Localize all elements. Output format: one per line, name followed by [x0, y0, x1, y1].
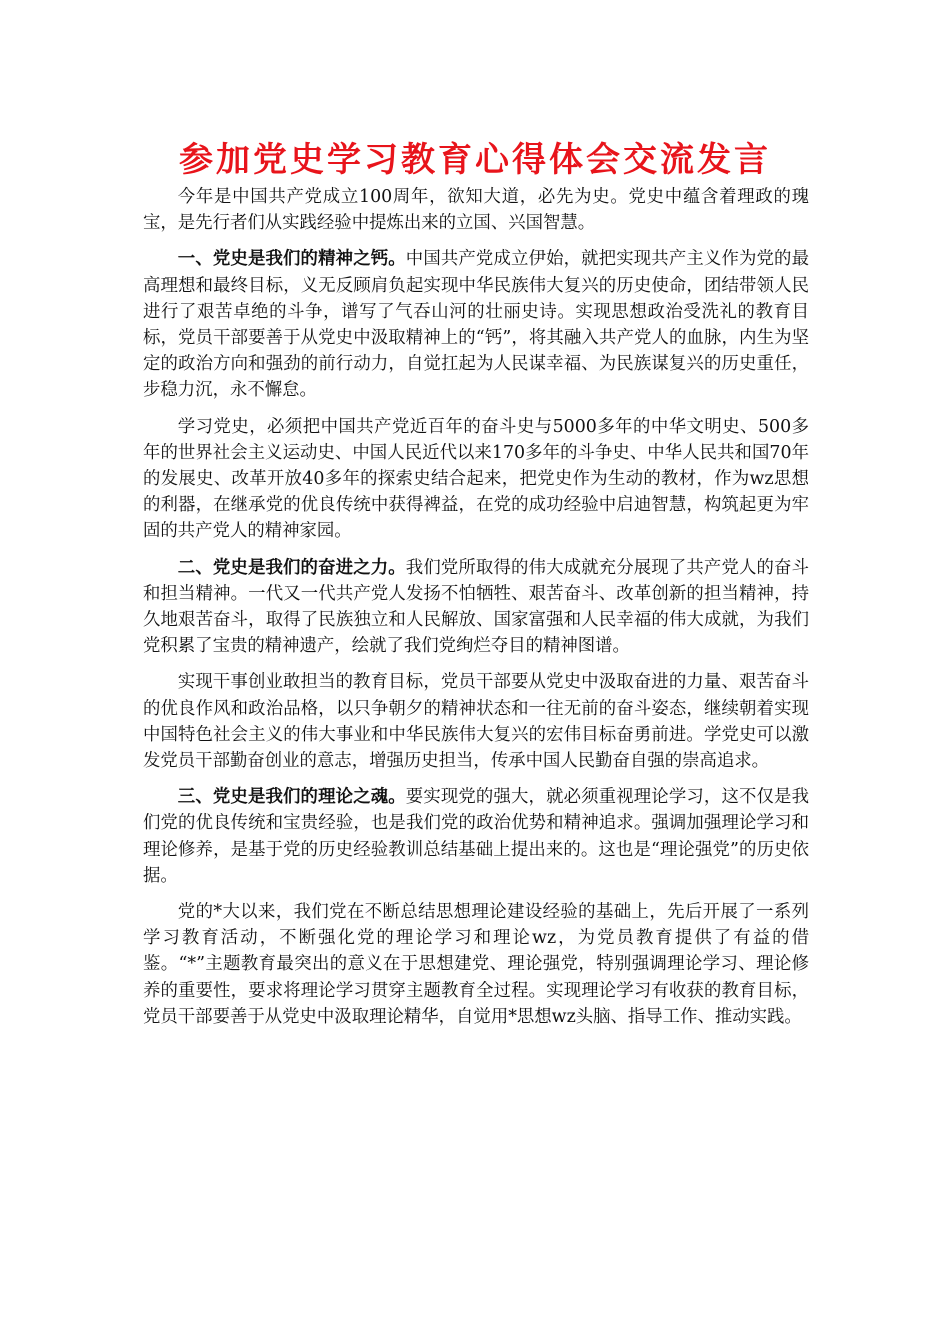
section-heading-3: 三、党史是我们的理论之魂。 — [177, 787, 406, 808]
paragraph-text: 我们党所取得的伟大成就充分展现了共产党人的奋斗和担当精神。一代又一代共产党人发扬不怕牺牲、艰苦奋斗、改革创新的担当精神，持久地艰苦奋斗，取得了民族独立和人民解放、国家富强和人民幸福的伟大成就，为我们党积累了宝贵的精神遗产，绘就了我们党绚烂夺目的精神图谱。 — [143, 557, 809, 657]
paragraph-text: 要实现党的强大，就必须重视理论学习，这不仅是我们党的优良传统和宝贵经验，也是我们党的政治优势和精神追求。强调加强理论学习和理论修养，是基于党的历史经验教训总结基础上提出来的。这也是“理论强党”的历史依据。 — [143, 787, 809, 886]
paragraph-section-1 — [143, 246, 809, 403]
paragraph-text: 实现干事创业敢担当的教育目标，党员干部要从党史中汲取奋进的力量、艰苦奋斗的优良作风和政治品格，以只争朝夕的精神状态和一往无前的奋斗姿态，继续朝着实现中国特色社会主义的伟大事业和中华民族伟大复兴的宏伟目标奋勇前进。学党史可以激发党员干部勤奋创业的意志，增强历史担当，传承中国人民勤奋自强的崇高追求。 — [143, 672, 809, 772]
paragraph-section-2 — [143, 555, 809, 660]
paragraph-section-2-detail — [143, 669, 809, 774]
paragraph-intro — [143, 184, 809, 236]
document-body — [143, 184, 809, 1040]
section-heading-1: 一、党史是我们的精神之钙。 — [177, 249, 406, 270]
paragraph-text: 今年是中国共产党成立100周年，欲知大道，必先为史。党史中蕴含着理政的瑰宝，是先行者们从实践经验中提炼出来的立国、兴国智慧。 — [143, 187, 809, 234]
paragraph-section-3 — [143, 784, 809, 889]
paragraph-text: 学习党史，必须把中国共产党近百年的奋斗史与5000多年的中华文明史、500多年的世界社会主义运动史、中国人民近代以来170多年的斗争史、中华人民共和国70年的发展史、改革开放40多年的探索史结合起来，把党史作为生动的教材，作为wz思想的利器，在继承党的优良传统中获得裨益，在党的成功经验中启迪智慧，构筑起更为牢固的共产党人的精神家园。 — [143, 416, 809, 542]
paragraph-text: 中国共产党成立伊始，就把实现共产主义作为党的最高理想和最终目标，义无反顾肩负起实现中华民族伟大复兴的历史使命，团结带领人民进行了艰苦卓绝的斗争，谱写了气吞山河的壮丽史诗。实现思想政治受洗礼的教育目标，党员干部要善于从党史中汲取精神上的“钙”，将其融入共产党人的血脉，内生为坚定的政治方向和强劲的前行动力，自觉扛起为人民谋幸福、为民族谋复兴的历史重任，步稳力沉，永不懈怠。 — [143, 249, 809, 401]
document-title: 参加党史学习教育心得体会交流发言 — [179, 140, 771, 180]
paragraph-section-1-detail — [143, 414, 809, 545]
paragraph-section-3-detail — [143, 899, 809, 1030]
section-heading-2: 二、党史是我们的奋进之力。 — [177, 557, 406, 578]
paragraph-text: 党的*大以来，我们党在不断总结思想理论建设经验的基础上，先后开展了一系列学习教育活动，不断强化党的理论学习和理论wz，为党员教育提供了有益的借鉴。“*”主题教育最突出的意义在于思想建党、理论强党，特别强调理论学习、理论修养的重要性，要求将理论学习贯穿主题教育全过程。实现理论学习有收获的教育目标，党员干部要善于从党史中汲取理论精华，自觉用*思想wz头脑、指导工作、推动实践。 — [143, 902, 809, 1027]
